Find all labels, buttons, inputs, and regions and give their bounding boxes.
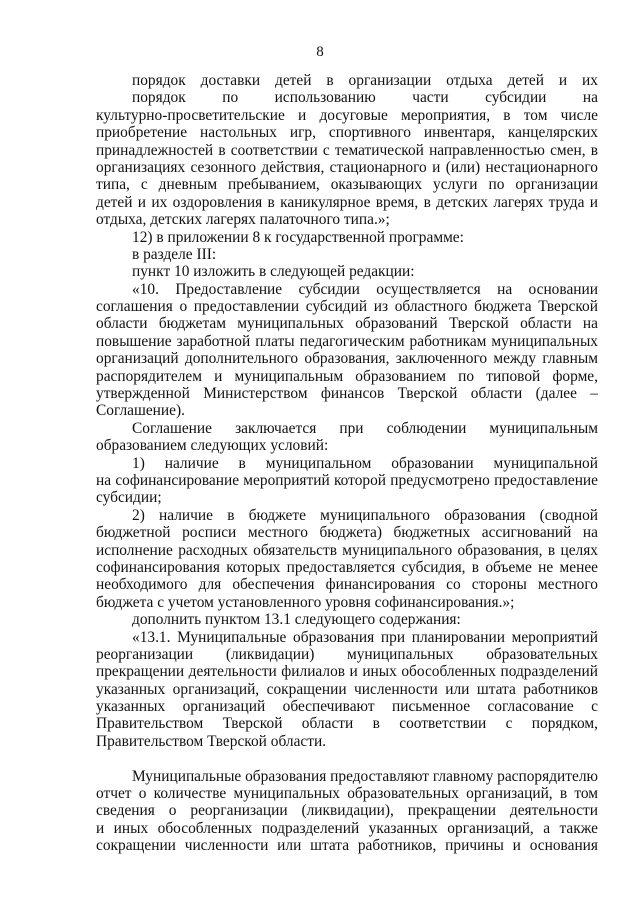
text-line: в разделе III: <box>132 245 217 263</box>
text-line: распорядителем и муниципальным образованием по типовой форме, <box>96 367 598 385</box>
text-line: реорганизации (ликвидации) муниципальных образовательных <box>96 645 598 663</box>
text-line: сокращении численности или штата работников, причины и основания <box>96 837 598 855</box>
text-line: сведения о реорганизации (ликвидации), прекращении деятельности <box>96 802 598 820</box>
text-line: и иных обособленных подразделений указанных организаций, а также <box>96 819 598 837</box>
text-line: субсидии; <box>96 489 162 507</box>
text-line: указанных организаций, сокращении численности или штата работников <box>96 680 598 698</box>
text-line: утвержденной Министерством финансов Тверской области (далее – <box>96 385 598 403</box>
text-line: отчет о количестве муниципальных образовательных организаций, в том <box>96 785 598 803</box>
text-line: Муниципальные образования предоставляют главному распорядителю <box>132 767 598 785</box>
text-line: приобретение настольных игр, спортивного инвентаря, канцелярских <box>96 124 598 142</box>
text-line: повышение заработной платы педагогическим работникам муниципальных <box>96 332 598 350</box>
text-line: организаций дополнительного образования, заключенного между главным <box>96 350 598 368</box>
text-line: необходимого для обеспечения финансирования со стороны местного <box>96 576 598 594</box>
text-line: на софинансирование мероприятий которой предусмотрено предоставление <box>96 471 598 489</box>
text-line: типа, с дневным пребыванием, оказывающих услуги по организации <box>96 176 598 194</box>
text-line: Соглашение). <box>96 402 185 420</box>
text-line: 2) наличие в бюджете муниципального образования (сводной <box>132 506 598 524</box>
body-text <box>96 72 598 855</box>
text-line: пункт 10 изложить в следующей редакции: <box>132 263 415 281</box>
text-line: образованием следующих условий: <box>96 437 329 455</box>
text-line: бюджета с учетом установленного уровня софинансирования.»; <box>96 593 515 611</box>
text-line <box>96 750 598 767</box>
text-line: Правительством Тверской области. <box>96 732 327 750</box>
text-line: указанных организаций обеспечивают письменное согласование с <box>96 698 598 716</box>
text-line: Правительством Тверской области в соответствии с порядком, <box>96 715 598 733</box>
text-line: исполнение расходных обязательств муниципального образования, в целях <box>96 541 598 559</box>
text-line: «13.1. Муниципальные образования при планировании мероприятий <box>132 628 598 646</box>
text-line: организациях сезонного действия, стационарного и (или) нестационарного <box>96 158 598 176</box>
text-line: дополнить пунктом 13.1 следующего содержания: <box>132 611 461 629</box>
text-line: порядок по использованию части субсидии на <box>132 89 598 107</box>
text-line: 12) в приложении 8 к государственной программе: <box>132 228 464 246</box>
text-line: софинансирования которых предоставляется субсидия, в объеме не менее <box>96 558 598 576</box>
text-line: культурно-просветительские и досуговые мероприятия, в том числе <box>96 106 598 124</box>
text-line: «10. Предоставление субсидии осуществляется на основании <box>132 280 598 298</box>
text-line: соглашения о предоставлении субсидий из областного бюджета Тверской <box>96 298 598 316</box>
text-line: порядок доставки детей в организации отдыха детей и их <box>132 72 598 89</box>
text-line: Соглашение заключается при соблюдении муниципальным <box>132 419 598 437</box>
text-line: бюджетной росписи местного бюджета) бюджетных ассигнований на <box>96 524 598 542</box>
text-line: принадлежностей в соответствии с тематической направленностью смен, в <box>96 141 598 159</box>
text-line: отдыха, детских лагерях палаточного типа.»; <box>96 211 390 229</box>
text-line: прекращении деятельности филиалов и иных обособленных подразделений <box>96 663 598 681</box>
text-line: 1) наличие в муниципальном образовании муниципальной <box>132 454 598 472</box>
text-line: области бюджетам муниципальных образований Тверской области на <box>96 315 598 333</box>
text-line: детей и их оздоровления в каникулярное время, в детских лагерях труда и <box>96 193 598 211</box>
page-number: 8 <box>316 44 324 60</box>
